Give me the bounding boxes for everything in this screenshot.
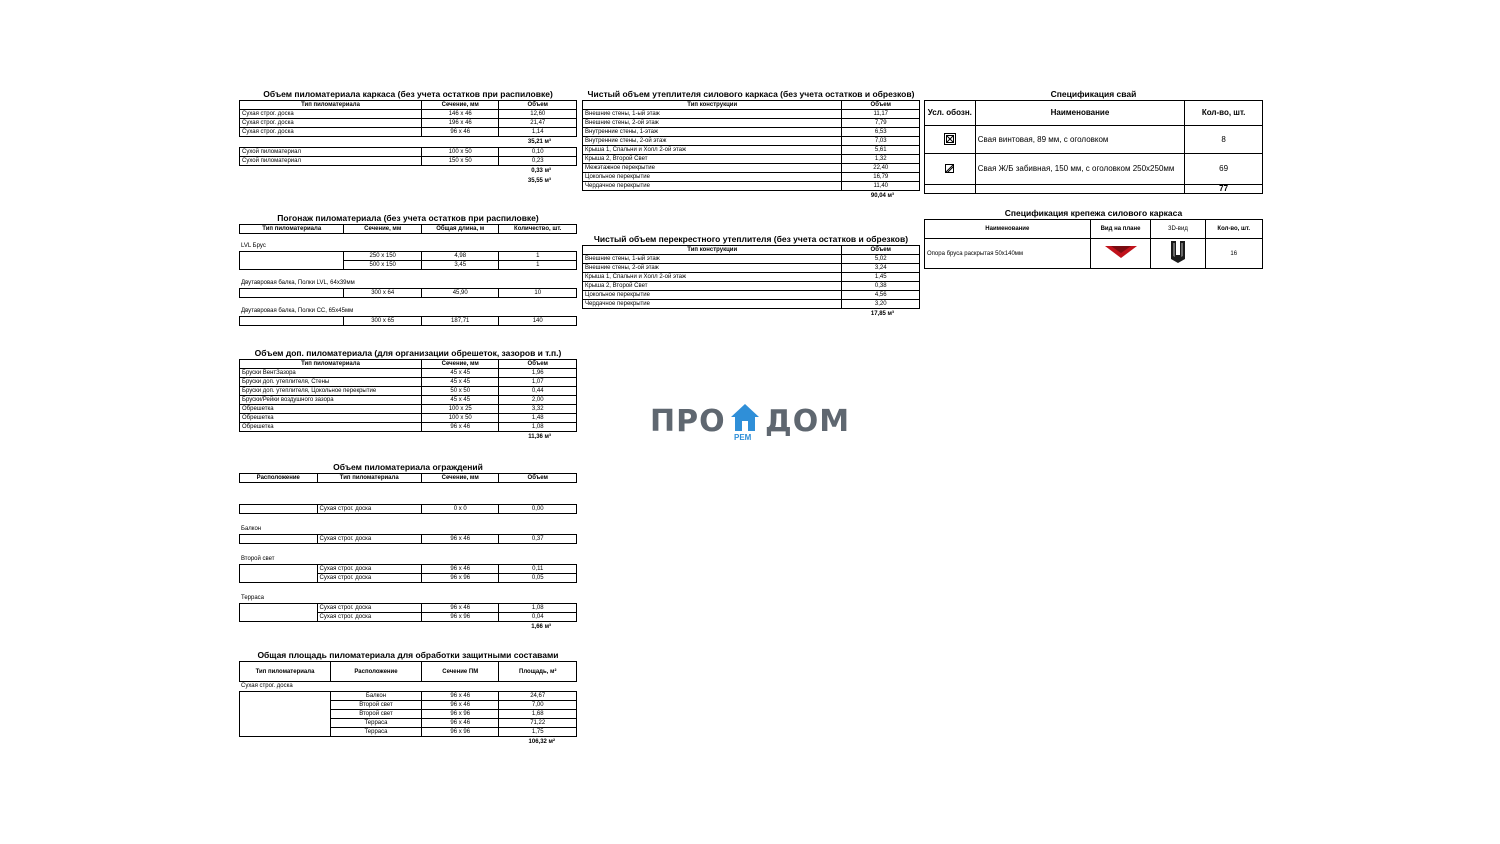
cell: Сухая строг. доска <box>317 505 421 514</box>
col-name: Наименование <box>925 220 1091 239</box>
subtotal-2: 0,33 м³ <box>531 168 551 174</box>
prodom-logo <box>650 402 850 452</box>
cell: 96 x 96 <box>421 574 499 583</box>
cell: 96 x 46 <box>421 423 499 432</box>
header-row <box>925 220 1263 239</box>
header-row <box>583 246 920 255</box>
cell: Обрешетка <box>240 423 422 432</box>
cell: 45,90 <box>421 289 499 298</box>
col-section: Сечение, мм <box>421 101 499 110</box>
col-count: Количество, шт. <box>499 225 577 234</box>
cell: Крыша 2, Второй Свет <box>583 282 842 291</box>
total: 17,85 м³ <box>870 311 894 317</box>
table-row <box>925 154 1263 185</box>
col-section: Сечение, мм <box>344 225 422 234</box>
support-plan-mark-icon <box>1105 246 1137 258</box>
fence-header-table <box>239 473 577 483</box>
cell: Межэтажное перекрытие <box>583 164 842 173</box>
cell: Крыша 2, Второй Свет <box>583 155 842 164</box>
cell: 4,98 <box>421 252 499 261</box>
table-row <box>925 239 1263 269</box>
cell: 100 x 50 <box>421 148 499 157</box>
table-row <box>925 126 1263 154</box>
cell: 146 x 46 <box>421 110 499 119</box>
cell: Внешние стены, 1-ый этаж <box>583 255 842 264</box>
cell: 96 x 46 <box>421 128 499 137</box>
cell: 0,38 <box>842 282 920 291</box>
cell: 1,48 <box>499 414 577 423</box>
cell: Бруски/Рейки воздушного зазора <box>240 396 422 405</box>
cell: 0,00 <box>499 505 577 514</box>
table-row <box>240 378 577 387</box>
cell: 7,79 <box>842 119 920 128</box>
linear-title: Погонаж пиломатериала (без учета остатков при распиловке) <box>277 213 539 223</box>
cell: Обрешетка <box>240 414 422 423</box>
cell: Обрешетка <box>240 405 422 414</box>
cell: Терраса <box>330 719 421 728</box>
col-name: Наименование <box>975 101 1185 126</box>
col-construction: Тип конструкции <box>583 101 842 110</box>
total: 35,55 м³ <box>527 178 551 184</box>
cell: 96 x 46 <box>421 604 499 613</box>
piles-block <box>924 89 1263 194</box>
cell: 0,04 <box>499 613 577 622</box>
extra-block <box>239 348 577 442</box>
cell: 0,44 <box>499 387 577 396</box>
table-row <box>240 405 577 414</box>
cell: 150 x 50 <box>421 157 499 166</box>
cell: Сухой пиломатериал <box>240 157 422 166</box>
col-volume: Объем <box>499 474 577 483</box>
col-qty: Кол-во, шт. <box>1185 101 1263 126</box>
table-row <box>240 369 577 378</box>
linear-block <box>239 213 577 326</box>
cell: Крыша 1, Спальни и Холл 2-ой этаж <box>583 146 842 155</box>
table-row <box>240 387 577 396</box>
col-location: Расположение <box>240 474 318 483</box>
col-volume: Объем <box>499 101 577 110</box>
group-label: Двутавровая балка, Полки СС, 65x45мм <box>241 308 354 314</box>
col-section: Сечение ПМ <box>421 662 499 682</box>
area-header-table <box>239 661 577 682</box>
total: 90,04 м³ <box>870 193 894 199</box>
insulation-title: Чистый объем утеплителя силового каркаса (без учета остатков и обрезков) <box>587 89 915 99</box>
linear-g3-table <box>239 316 577 326</box>
piles-title: Спецификация свай <box>1050 89 1137 99</box>
cell: 4,56 <box>842 291 920 300</box>
house-icon <box>730 402 760 432</box>
cell: 5,61 <box>842 146 920 155</box>
cell: 16 <box>1205 239 1262 269</box>
cell: Сухая строг. доска <box>240 110 422 119</box>
cell: 71,22 <box>499 719 577 728</box>
col-symbol: Усл. обозн. <box>925 101 976 126</box>
cell <box>1151 239 1205 269</box>
cell <box>925 154 976 185</box>
table-row <box>583 264 920 273</box>
fence-title: Объем пиломатериала ограждений <box>333 462 483 472</box>
table-row <box>583 300 920 309</box>
cell: Сухая строг. доска <box>317 613 421 622</box>
col-type: Тип пиломатериала <box>240 662 331 682</box>
cell <box>240 565 318 583</box>
logo-text-left: ПРО <box>650 404 726 439</box>
cell: 187,71 <box>421 317 499 326</box>
cell <box>240 252 344 270</box>
col-plan-view: Вид на плане <box>1090 220 1151 239</box>
cell: 5,02 <box>842 255 920 264</box>
frame-volume-table <box>239 100 577 137</box>
cell: Чердачное перекрытие <box>583 182 842 191</box>
insulation-table <box>582 100 920 191</box>
cell: 96 x 46 <box>421 535 499 544</box>
table-row <box>240 110 577 119</box>
table-row <box>583 164 920 173</box>
col-area: Площадь, м² <box>499 662 577 682</box>
table-row <box>240 252 577 261</box>
cell: 69 <box>1185 154 1263 185</box>
frame-volume-block <box>239 89 577 186</box>
col-type: Тип пиломатериала <box>240 101 422 110</box>
cell: Крыша 1, Спальни и Холл 2-ой этаж <box>583 273 842 282</box>
cell: 96 x 46 <box>421 701 499 710</box>
cell: Свая винтовая, 89 мм, с оголовком <box>975 126 1185 154</box>
cell: 1,08 <box>499 423 577 432</box>
extra-title: Объем доп. пиломатериала (для организации обрешеток, зазоров и т.п.) <box>254 348 562 358</box>
table-row <box>583 282 920 291</box>
cell: Внешние стены, 2-ой этаж <box>583 119 842 128</box>
col-location: Расположение <box>330 662 421 682</box>
table-row <box>240 289 577 298</box>
table-row <box>583 146 920 155</box>
table-row <box>240 565 577 574</box>
cell: Балкон <box>330 692 421 701</box>
cell: 96 x 46 <box>421 692 499 701</box>
cell: 45 x 45 <box>421 396 499 405</box>
cell: 8 <box>1185 126 1263 154</box>
col-volume: Объем <box>842 101 920 110</box>
cell: 1,32 <box>842 155 920 164</box>
cell: 1,75 <box>499 728 577 737</box>
col-3d-view: 3D-вид <box>1151 220 1205 239</box>
cell: 100 x 25 <box>421 405 499 414</box>
table-row <box>583 273 920 282</box>
cell: 2,00 <box>499 396 577 405</box>
cell: 1,14 <box>499 128 577 137</box>
header-row <box>240 474 577 483</box>
col-volume: Объем <box>842 246 920 255</box>
fasteners-block <box>924 208 1263 269</box>
cell: 0,11 <box>499 565 577 574</box>
table-row <box>240 128 577 137</box>
cell: 3,32 <box>499 405 577 414</box>
cell: 96 x 46 <box>421 565 499 574</box>
table-row <box>240 692 577 701</box>
cell: 1,68 <box>499 710 577 719</box>
group-label: LVL Брус <box>241 243 266 249</box>
cell: 0,10 <box>499 148 577 157</box>
cell <box>975 185 1185 194</box>
col-section: Сечение, мм <box>421 360 499 369</box>
cell: Цокольное перекрытие <box>583 173 842 182</box>
cell: 22,40 <box>842 164 920 173</box>
table-row <box>240 148 577 157</box>
cell: 10 <box>499 289 577 298</box>
col-type: Тип пиломатериала <box>317 474 421 483</box>
cell: Цокольное перекрытие <box>583 291 842 300</box>
cell: 12,60 <box>499 110 577 119</box>
cell: 6,53 <box>842 128 920 137</box>
cell: 300 x 64 <box>344 289 422 298</box>
cell: Бруски доп. утеплителя, Цокольное перекрытие <box>240 387 422 396</box>
area-block <box>239 650 577 747</box>
cross-insulation-block <box>582 234 920 319</box>
header-row <box>240 101 577 110</box>
cell: Сухая строг. доска <box>240 128 422 137</box>
col-qty: Кол-во, шт. <box>1205 220 1262 239</box>
table-row <box>240 604 577 613</box>
col-type: Тип пиломатериала <box>240 360 422 369</box>
table-row <box>583 291 920 300</box>
cross-insulation-title: Чистый объем перекрестного утеплителя (без учета остатков и обрезков) <box>593 234 909 244</box>
header-row <box>583 101 920 110</box>
cell: 11,17 <box>842 110 920 119</box>
cell: Сухая строг. доска <box>317 604 421 613</box>
cell: 96 x 96 <box>421 613 499 622</box>
frame-volume-title: Объем пиломатериала каркаса (без учета остатков при распиловке) <box>263 89 553 99</box>
fasteners-table <box>924 219 1263 269</box>
table-row <box>925 185 1263 194</box>
cell: 96 x 96 <box>421 710 499 719</box>
logo-subtext: РЕМ <box>734 433 752 442</box>
table-row <box>240 396 577 405</box>
cell: Второй свет <box>330 701 421 710</box>
cell: Сухая строг. доска <box>317 565 421 574</box>
cell: Чердачное перекрытие <box>583 300 842 309</box>
cell: 7,00 <box>499 701 577 710</box>
cell: 45 x 45 <box>421 369 499 378</box>
group-label: Второй свет <box>241 556 275 562</box>
table-row <box>583 182 920 191</box>
linear-g1-table <box>239 251 577 270</box>
col-construction: Тип конструкции <box>583 246 842 255</box>
cell <box>925 126 976 154</box>
group-label: Терраса <box>241 595 265 601</box>
col-section: Сечение, мм <box>421 474 499 483</box>
cell: 11,40 <box>842 182 920 191</box>
cell: Второй свет <box>330 710 421 719</box>
cell: 45 x 45 <box>421 378 499 387</box>
cell: Сухая строг. доска <box>240 119 422 128</box>
cell: 3,24 <box>842 264 920 273</box>
cell: Бруски ВентЗазора <box>240 369 422 378</box>
fence-g0-table <box>239 504 577 514</box>
cell: Внутренние стены, 2-ой этаж <box>583 137 842 146</box>
table-row <box>240 423 577 432</box>
cell <box>240 535 318 544</box>
table-row <box>240 414 577 423</box>
cell: 96 x 96 <box>421 728 499 737</box>
cell: Внешние стены, 2-ой этаж <box>583 264 842 273</box>
cell: Сухой пиломатериал <box>240 148 422 157</box>
cell: 77 <box>1185 185 1263 194</box>
cell: 96 x 46 <box>421 719 499 728</box>
cell: Бруски доп. утеплителя, Стены <box>240 378 422 387</box>
table-row <box>583 255 920 264</box>
linear-g2-table <box>239 288 577 298</box>
table-row <box>240 505 577 514</box>
cell <box>240 317 344 326</box>
cell: 1,96 <box>499 369 577 378</box>
col-volume: Объем <box>499 360 577 369</box>
header-row <box>240 225 577 234</box>
col-length: Общая длина, м <box>421 225 499 234</box>
total: 1,66 м³ <box>531 624 551 630</box>
header-row <box>240 360 577 369</box>
area-table <box>239 691 577 737</box>
cell: Внешние стены, 1-ый этаж <box>583 110 842 119</box>
cell: 0,23 <box>499 157 577 166</box>
col-type: Тип пиломатериала <box>240 225 344 234</box>
cell: 3,20 <box>842 300 920 309</box>
cell: 100 x 50 <box>421 414 499 423</box>
group-label: Балкон <box>241 526 262 532</box>
group-label: Двутавровая балка, Полки LVL, 64x39мм <box>241 280 355 286</box>
cell: 1,08 <box>499 604 577 613</box>
cell: 1,45 <box>842 273 920 282</box>
frame-volume-table-2 <box>239 147 577 166</box>
fence-block <box>239 462 577 632</box>
insulation-block <box>582 89 920 201</box>
cell: 0,37 <box>499 535 577 544</box>
total: 11,36 м³ <box>528 434 551 440</box>
area-title: Общая площадь пиломатериала для обработки защитными составами <box>257 650 559 660</box>
bracket-3d-icon <box>1169 239 1187 265</box>
cell: 1,07 <box>499 378 577 387</box>
cell <box>240 505 318 514</box>
subtotal-1: 35,21 м³ <box>527 139 551 145</box>
fence-g3-table <box>239 603 577 622</box>
table-row <box>583 155 920 164</box>
cell: Сухая строг. доска <box>317 535 421 544</box>
table-row <box>240 535 577 544</box>
table-row <box>583 110 920 119</box>
table-row <box>240 119 577 128</box>
table-row <box>583 137 920 146</box>
screw-pile-symbol-icon <box>944 133 956 145</box>
concrete-pile-symbol-icon <box>945 164 954 173</box>
cell: 0,05 <box>499 574 577 583</box>
cell <box>925 185 976 194</box>
cell: 7,03 <box>842 137 920 146</box>
cell: 1 <box>499 261 577 270</box>
table-row <box>583 119 920 128</box>
cell <box>240 604 318 622</box>
cell: Сухая строг. доска <box>317 574 421 583</box>
cell: 50 x 50 <box>421 387 499 396</box>
group-label: Сухая строг. доска <box>241 683 293 689</box>
cell <box>1090 239 1151 269</box>
piles-table <box>924 100 1263 194</box>
header-row <box>925 101 1263 126</box>
cell <box>240 692 331 737</box>
cell <box>240 289 344 298</box>
cell: 0 x 0 <box>421 505 499 514</box>
cell: 1 <box>499 252 577 261</box>
total: 106,32 м² <box>528 739 555 745</box>
table-row <box>240 157 577 166</box>
cell: 250 x 150 <box>344 252 422 261</box>
fence-g2-table <box>239 564 577 583</box>
extra-table <box>239 359 577 432</box>
cell: 16,79 <box>842 173 920 182</box>
table-row <box>240 317 577 326</box>
cell: 140 <box>499 317 577 326</box>
cell: 21,47 <box>499 119 577 128</box>
header-row <box>240 662 577 682</box>
cell: 300 x 65 <box>344 317 422 326</box>
logo-text-right: ДОМ <box>765 404 851 439</box>
cell: Терраса <box>330 728 421 737</box>
cross-insulation-table <box>582 245 920 309</box>
linear-header-table <box>239 224 577 234</box>
cell: 24,67 <box>499 692 577 701</box>
table-row <box>583 128 920 137</box>
cell: Опора бруса раскрытая 50x140мм <box>925 239 1091 269</box>
fasteners-title: Спецификация крепежа силового каркаса <box>1004 208 1183 218</box>
cell: 500 x 150 <box>344 261 422 270</box>
fence-g1-table <box>239 534 577 544</box>
table-row <box>583 173 920 182</box>
cell: 196 x 46 <box>421 119 499 128</box>
cell: Внутренние стены, 1-этаж <box>583 128 842 137</box>
cell: 3,45 <box>421 261 499 270</box>
cell: Свая Ж/Б забивная, 150 мм, с оголовком 250x250мм <box>975 154 1185 185</box>
